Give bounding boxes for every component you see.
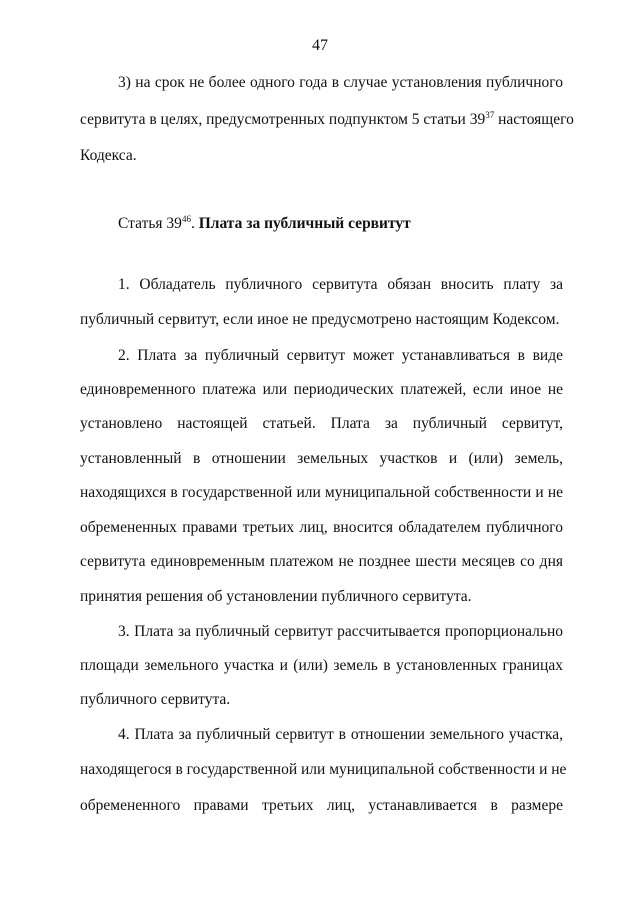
article-dot: . <box>190 215 199 232</box>
paragraph-3-line-1: 3. Плата за публичный сервитут рассчитывается пропорционально <box>118 623 563 640</box>
article-title: Плата за публичный сервитут <box>198 215 411 232</box>
article-prefix: Статья 39 <box>118 215 182 232</box>
paragraph-1-line-1: 1. Обладатель публичного сервитута обязан вносить плату за <box>118 276 563 293</box>
paragraph-2-line-6: обремененных правами третьих лиц, вносится обладателем публичного <box>80 519 563 536</box>
paragraph-4-line-1: 4. Плата за публичный сервитут в отношении земельного участка, <box>118 726 563 743</box>
paragraph-3-line-2: площади земельного участка и (или) земель в установленных границах <box>80 657 563 674</box>
paragraph-2-line-2: единовременного платежа или периодических платежей, если иное не <box>80 381 563 398</box>
paragraph-1-line-2: публичный сервитут, если иное не предусмотрено настоящим Кодексом. <box>80 311 560 328</box>
paragraph-4-line-2: находящегося в государственной или муниципальной собственности и не <box>80 761 567 778</box>
article-superscript: 46 <box>181 213 191 224</box>
intro-line-2-superscript: 37 <box>485 109 495 120</box>
paragraph-2-line-1: 2. Плата за публичный сервитут может устанавливаться в виде <box>118 347 563 364</box>
intro-line-2-text: сервитута в целях, предусмотренных подпунктом 5 статьи 39 <box>80 111 486 128</box>
intro-line-3: Кодекса. <box>80 147 137 164</box>
page-number: 47 <box>312 37 328 54</box>
paragraph-2-line-3: установлено настоящей статьей. Плата за публичный сервитут, <box>80 415 563 432</box>
article-heading <box>118 214 411 234</box>
intro-line-1: 3) на срок не более одного года в случае установления публичного <box>118 74 563 91</box>
paragraph-2-line-8: принятия решения об установлении публичного сервитута. <box>80 588 472 605</box>
paragraph-3-line-3: публичного сервитута. <box>80 691 231 708</box>
paragraph-2-line-7: сервитута единовременным платежом не позднее шести месяцев со дня <box>80 553 563 570</box>
paragraph-2-line-5: находящихся в государственной или муниципальной собственности и не <box>80 484 563 501</box>
intro-line-2-tail: настоящего <box>494 111 574 128</box>
paragraph-2-line-4: установленный в отношении земельных участков и (или) земель, <box>80 450 563 467</box>
intro-line-2 <box>80 109 574 130</box>
paragraph-4-line-3: обремененного правами третьих лиц, устанавливается в размере <box>80 797 563 814</box>
